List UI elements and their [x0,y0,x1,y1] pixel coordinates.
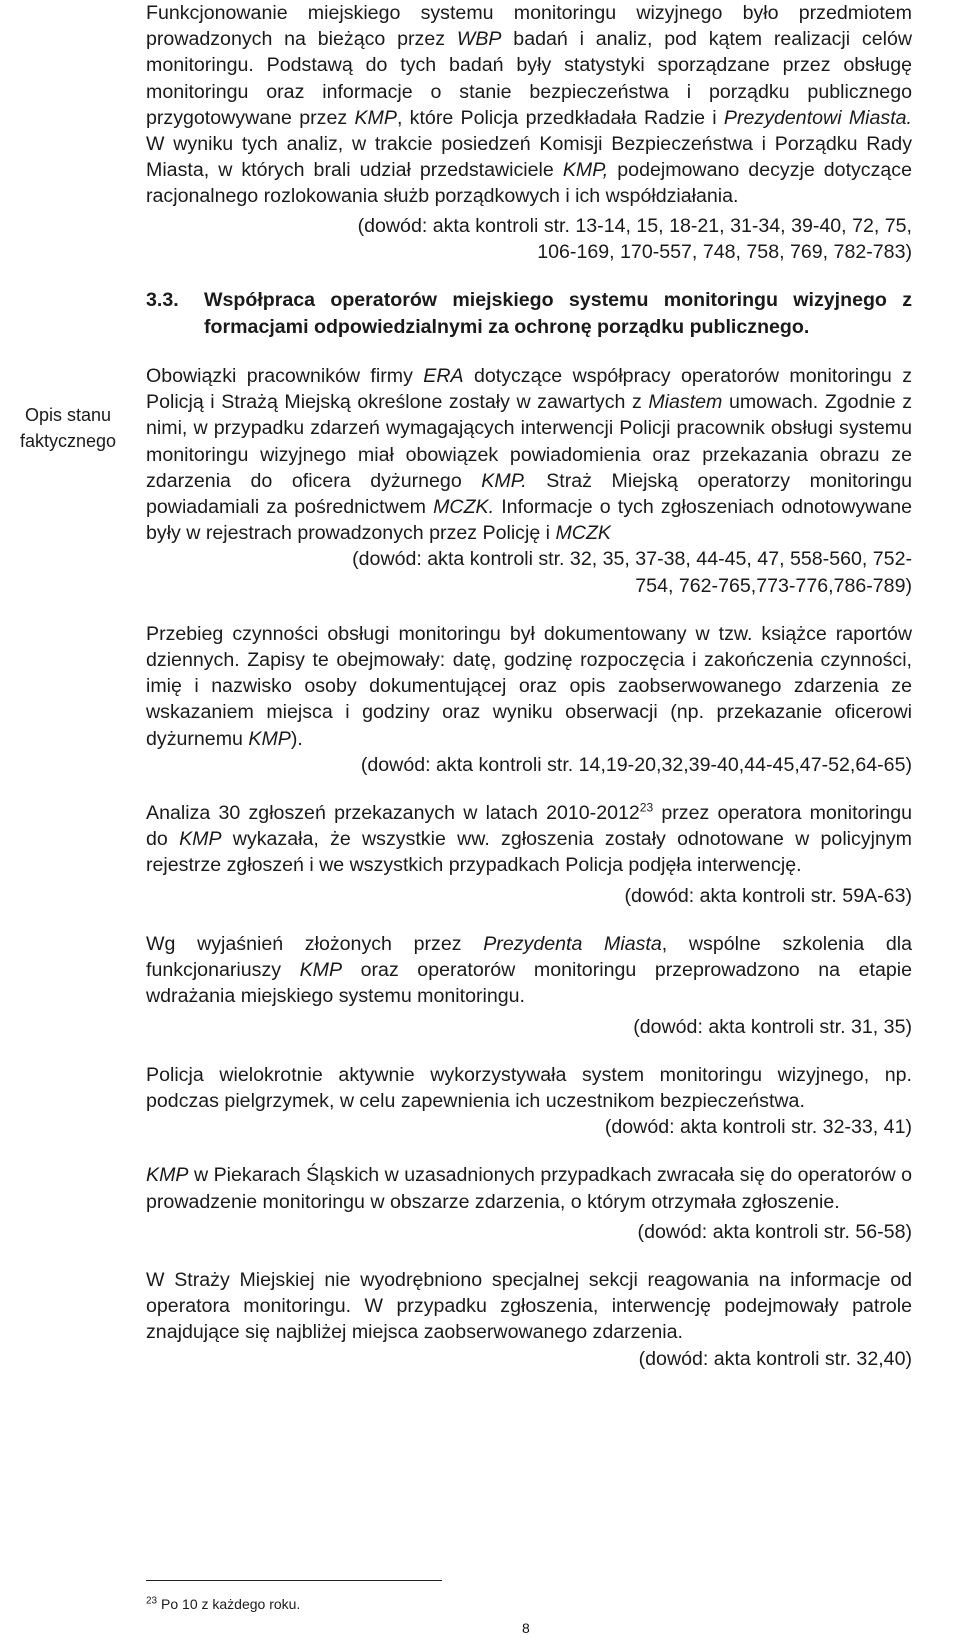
footnote-divider [146,1580,442,1581]
paragraph-training [146,931,912,1010]
text-run: Wg wyjaśnień złożonych przez [146,932,484,955]
main-text-column [146,0,912,1372]
text-run: , wspólne szkolenia dla funkcjonariuszy [146,932,912,982]
evidence-reference: (dowód: akta kontroli str. 32-33, 41) [604,1116,912,1139]
emphasized-text: KMP [179,828,222,851]
paragraph-duties [146,363,912,546]
text-run: Funkcjonowanie miejskiego systemu monitoringu wizyjnego było przedmiotem prowadzonych na bieżąco przez [146,2,912,51]
text-run: Straż Miejską operatorzy monitoringu powiadamiali za pośrednictwem [146,469,913,519]
section-heading [146,287,912,341]
emphasized-text: KMP [248,727,291,750]
emphasized-text: Prezydenta Miasta [483,932,662,955]
evidence-reference: (dowód: akta kontroli str. 14,19-20,32,39-40,44-45,47-52,64-65) [360,753,912,776]
emphasized-text: KMP. [481,469,527,492]
evidence-reference: (dowód: akta kontroli str. 59A-63) [624,884,912,907]
text-run: badań i analiz, pod kątem realizacji celów monitoringu. Podstawą do tych badań były statystyki sporządzane przez obsługę monitoringu oraz informacje o stanie bezpieczeństwa i porządku publicznego przygotowywane przez [146,28,912,129]
emphasized-text: WBP [456,28,502,51]
text-run: dotyczące współpracy operatorów monitoringu z Policją i Strażą Miejską określone zostały w zawartych z [146,365,912,414]
text-run: Policja wielokrotnie aktywnie wykorzystywała system monitoringu wizyjnego, np. podczas pielgrzymek, w celu zapewnienia ich uczestnikom bezpieczeństwa. [146,1063,912,1112]
text-run: ). [290,727,303,750]
footnote-reference: 23 [639,800,654,815]
evidence-reference-continued: 754, 762-765,773-776,786-789) [635,574,912,597]
text-run: , które Policja przedkładała Radzie i [396,106,724,129]
evidence-reference: (dowód: akta kontroli str. 32,40) [638,1347,912,1370]
footnote-mark: 23 [146,1595,158,1607]
text-run: W wyniku tych analiz, w trakcie posiedzeń Komisji Bezpieczeństwa i Porządku Rady Miasta, w których brali udział przedstawiciele [146,133,912,182]
evidence-reference: (dowód: akta kontroli str. 32, 35, 37-38, 44-45, 47, 558-560, 752- [352,548,912,571]
emphasized-text: Prezydentowi Miasta. [723,106,912,129]
text-run: W Straży Miejskiej nie wyodrębniono specjalnej sekcji reagowania na informacje od operatora monitoringu. W przypadku zgłoszenia, interwencję podejmowały patrole znajdujące się najbliżej miejsca zaobserwowanego zdarzenia. [146,1268,912,1344]
text-run: Obowiązki pracowników firmy [146,365,424,388]
emphasized-text: KMP [354,106,397,129]
emphasized-text: MCZK. [433,496,495,519]
page-number: 8 [522,1620,530,1636]
paragraph-city-guard [146,1267,912,1346]
emphasized-text: Miastem [648,391,723,414]
paragraph-kmp-piekary [146,1162,912,1214]
evidence-reference-continued: 106-169, 170-557, 748, 758, 769, 782-783) [537,240,912,263]
paragraph-analysis [146,0,912,210]
paragraph-police-usage [146,1062,912,1114]
text-run: w Piekarach Śląskich w uzasadnionych przypadkach zwracała się do operatorów o prowadzenie monitoringu w obszarze zdarzenia, o którym otrzymała zgłoszenie. [146,1164,912,1213]
emphasized-text: KMP, [562,159,609,182]
footnote [146,1596,300,1612]
side-margin-label: Opis stanu faktycznego [19,405,117,451]
emphasized-text: ERA [423,365,464,388]
text-run: podejmowano decyzje dotyczące racjonalnego rozlokowania służb porządkowych i ich współdziałania. [146,159,912,208]
evidence-reference: (dowód: akta kontroli str. 31, 35) [633,1015,912,1038]
text-run: Informacje o tych zgłoszeniach odnotowywane były w rejestrach prowadzonych przez Policję i [146,496,912,545]
text-run: Analiza 30 zgłoszeń przekazanych w latach 2010-2012 [146,802,640,825]
evidence-reference: (dowód: akta kontroli str. 13-14, 15, 18-21, 31-34, 39-40, 72, 75, [357,214,912,237]
emphasized-text: KMP [299,959,343,982]
section-title: Współpraca operatorów miejskiego systemu monitoringu wizyjnego z formacjami odpowiedzialnymi za ochronę porządku publicznego. [204,289,912,339]
text-run: przez operatora monitoringu do [146,802,912,851]
text-run: Przebieg czynności obsługi monitoringu był dokumentowany w tzw. książce raportów dziennych. Zapisy te obejmowały: datę, godzinę rozpoczęcia i zakończenia czynności, imię i nazwisko osoby dokumentującej oraz opis zaobserwowanego zdarzenia ze wskazaniem miejsca i godziny oraz wyniku obserwacji (np. przekazanie oficerowi dyżurnemu [146,622,912,750]
text-run: wykazała, że wszystkie ww. zgłoszenia zostały odnotowane w policyjnym rejestrze zgłoszeń i we wszystkich przypadkach Policja podjęła interwencję. [146,828,912,877]
emphasized-text: KMP [146,1164,189,1187]
text-run: oraz operatorów monitoringu przeprowadzono na etapie wdrażania miejskiego systemu monitoringu. [146,959,912,1008]
section-number: 3.3. [146,289,179,312]
emphasized-text: MCZK [555,522,611,545]
paragraph-reports [146,621,912,752]
evidence-reference: (dowód: akta kontroli str. 56-58) [637,1220,912,1243]
text-run: umowach. Zgodnie z nimi, w przypadku zdarzeń wymagających interwencji Policji pracownik obsługi systemu monitoringu wizyjnego miał obowiązek powiadomienia oraz przekazania obrazu ze zdarzenia do oficera dyżurnego [146,391,912,492]
footnote-text: Po 10 z każdego roku. [157,1596,301,1612]
paragraph-analysis-30 [146,800,912,879]
